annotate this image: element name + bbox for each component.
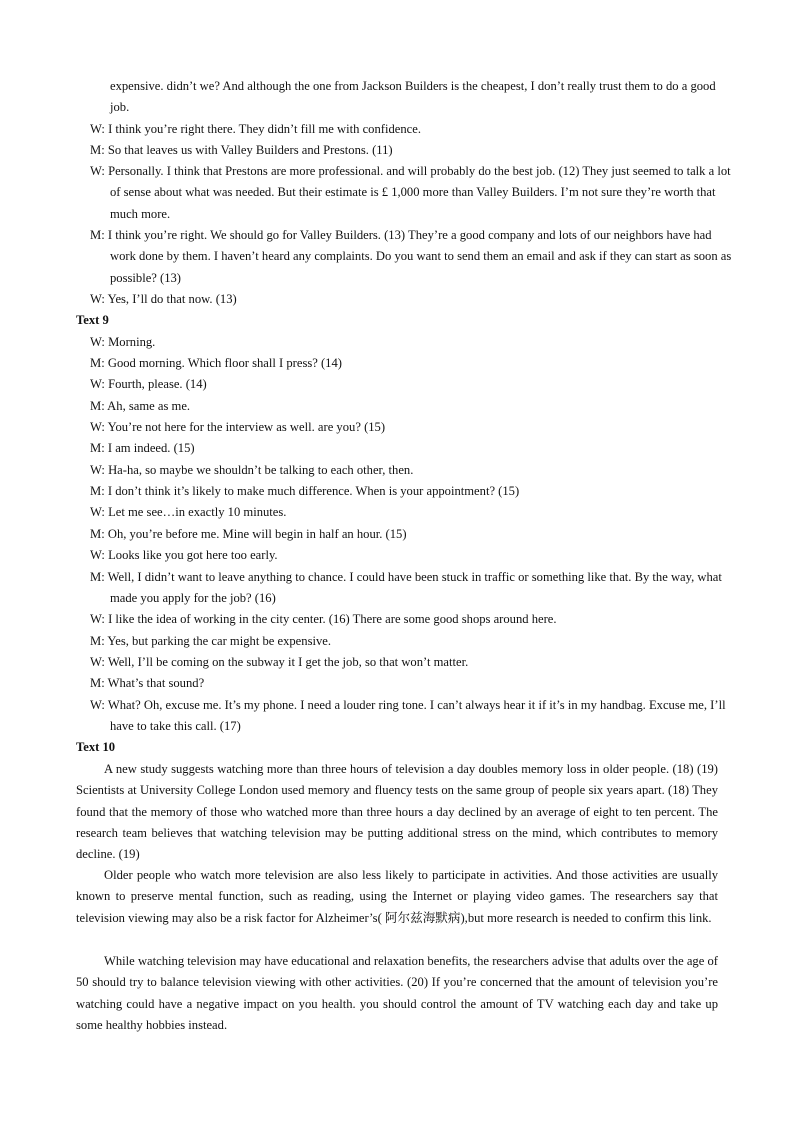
- line-text: Yes, I’ll do that now. (13): [107, 292, 237, 306]
- dialogue-line: [90, 567, 740, 610]
- line-text: I think you’re right. We should go for Valley Builders. (13) They’re a good company and lots of our neighbors have had work done by them. I haven’t heard any complaints. Do you want to send them an email and ask if they can start as soon as possible? (13): [107, 228, 732, 285]
- speaker-label: M:: [90, 676, 105, 690]
- dialogue-line: [90, 225, 740, 289]
- line-text: You’re not here for the interview as well. are you? (15): [107, 420, 386, 434]
- dialogue-line: [90, 353, 740, 374]
- continued-line: expensive. didn’t we? And although the one from Jackson Builders is the cheapest, I don’t really trust them to do a good job.: [110, 79, 716, 115]
- line-text: I think you’re right there. They didn’t fill me with confidence.: [108, 122, 421, 136]
- section-heading-text-10: Text 10: [76, 740, 116, 754]
- dialogue-line: [90, 481, 740, 502]
- speaker-label: W:: [90, 612, 105, 626]
- line-text: Looks like you got here too early.: [108, 548, 278, 562]
- body-paragraph: Older people who watch more television are also less likely to participate in activities. And those activities are usually known to preserve mental function, such as reading, using the Internet or playing video games. The researchers say that television viewing may also be a risk factor for Alzheimer’s( 阿尔兹海默病),but more research is needed to confirm this link.: [76, 868, 718, 925]
- line-text: What? Oh, excuse me. It’s my phone. I need a louder ring tone. I can’t always hear it if it’s in my handbag. Excuse me, I’ll have to take this call. (17): [107, 698, 726, 734]
- dialogue-line: [90, 438, 740, 459]
- speaker-label: M:: [90, 143, 105, 157]
- line-text: Morning.: [108, 335, 156, 349]
- dialogue-line: [90, 502, 740, 523]
- speaker-label: M:: [90, 570, 105, 584]
- body-paragraph: While watching television may have educational and relaxation benefits, the researchers advise that adults over the age of 50 should try to balance television viewing with other activities. (20) If you’re concerned that the amount of television you’re watching could have a negative impact on you health. you should control the amount of TV watching each day and take up some healthy hobbies instead.: [76, 954, 718, 1032]
- line-text: I don’t think it’s likely to make much difference. When is your appointment? (15): [107, 484, 520, 498]
- dialogue-line: [90, 119, 740, 140]
- line-text: Ah, same as me.: [107, 399, 191, 413]
- dialogue-line: [90, 631, 740, 652]
- dialogue-line: [90, 161, 740, 225]
- line-text: Well, I didn’t want to leave anything to chance. I could have been stuck in traffic or something like that. By the way, what made you apply for the job? (16): [107, 570, 722, 606]
- speaker-label: W:: [90, 292, 105, 306]
- dialogue-line: [90, 289, 740, 310]
- speaker-label: M:: [90, 634, 105, 648]
- line-text: What’s that sound?: [107, 676, 205, 690]
- line-text: Yes, but parking the car might be expensive.: [107, 634, 332, 648]
- dialogue-line: [90, 652, 740, 673]
- line-text: Let me see…in exactly 10 minutes.: [108, 505, 287, 519]
- speaker-label: W:: [90, 122, 105, 136]
- body-paragraph: A new study suggests watching more than three hours of television a day doubles memory loss in older people. (18) (19) Scientists at University College London used memory and fluency tests on the same group of people six years apart. (18) They found that the memory of those who watched more than three hours a day declined by an average of eight to ten percent. The research team believes that watching television may be putting additional stress on the mind, which contributes to memory decline. (19): [76, 762, 718, 862]
- dialogue-line: [90, 374, 740, 395]
- speaker-label: W:: [90, 463, 105, 477]
- line-text: Well, I’ll be coming on the subway it I get the job, so that won’t matter.: [107, 655, 469, 669]
- speaker-label: M:: [90, 484, 105, 498]
- dialogue-line: [90, 140, 740, 161]
- dialogue-line: [90, 695, 740, 738]
- speaker-label: W:: [90, 420, 105, 434]
- section-heading-text-9: Text 9: [76, 313, 109, 327]
- speaker-label: M:: [90, 228, 105, 242]
- speaker-label: M:: [90, 527, 105, 541]
- line-text: Good morning. Which floor shall I press? (14): [107, 356, 342, 370]
- line-text: I like the idea of working in the city center. (16) There are some good shops around here.: [108, 612, 557, 626]
- speaker-label: W:: [90, 655, 105, 669]
- dialogue-line: [90, 460, 740, 481]
- dialogue-line: [90, 609, 740, 630]
- line-text: Ha-ha, so maybe we shouldn’t be talking to each other, then.: [108, 463, 414, 477]
- line-text: So that leaves us with Valley Builders and Prestons. (11): [107, 143, 393, 157]
- speaker-label: W:: [90, 548, 105, 562]
- speaker-label: M:: [90, 441, 105, 455]
- dialogue-line: [90, 417, 740, 438]
- dialogue-line: [90, 673, 740, 694]
- line-text: Fourth, please. (14): [108, 377, 207, 391]
- dialogue-line: [90, 545, 740, 566]
- line-text: Oh, you’re before me. Mine will begin in half an hour. (15): [107, 527, 407, 541]
- speaker-label: W:: [90, 377, 105, 391]
- speaker-label: W:: [90, 164, 105, 178]
- speaker-label: W:: [90, 698, 105, 712]
- speaker-label: W:: [90, 505, 105, 519]
- line-text: I am indeed. (15): [107, 441, 195, 455]
- speaker-label: M:: [90, 399, 105, 413]
- speaker-label: W:: [90, 335, 105, 349]
- line-text: Personally. I think that Prestons are more professional. and will probably do the best job. (12) They just seemed to talk a lot of sense about what was needed. But their estimate is £ 1,000 more than Valley Builders. I’m not sure they’re worth that much more.: [108, 164, 731, 221]
- dialogue-line: [90, 524, 740, 545]
- dialogue-line: [90, 396, 740, 417]
- speaker-label: M:: [90, 356, 105, 370]
- dialogue-line: [90, 332, 740, 353]
